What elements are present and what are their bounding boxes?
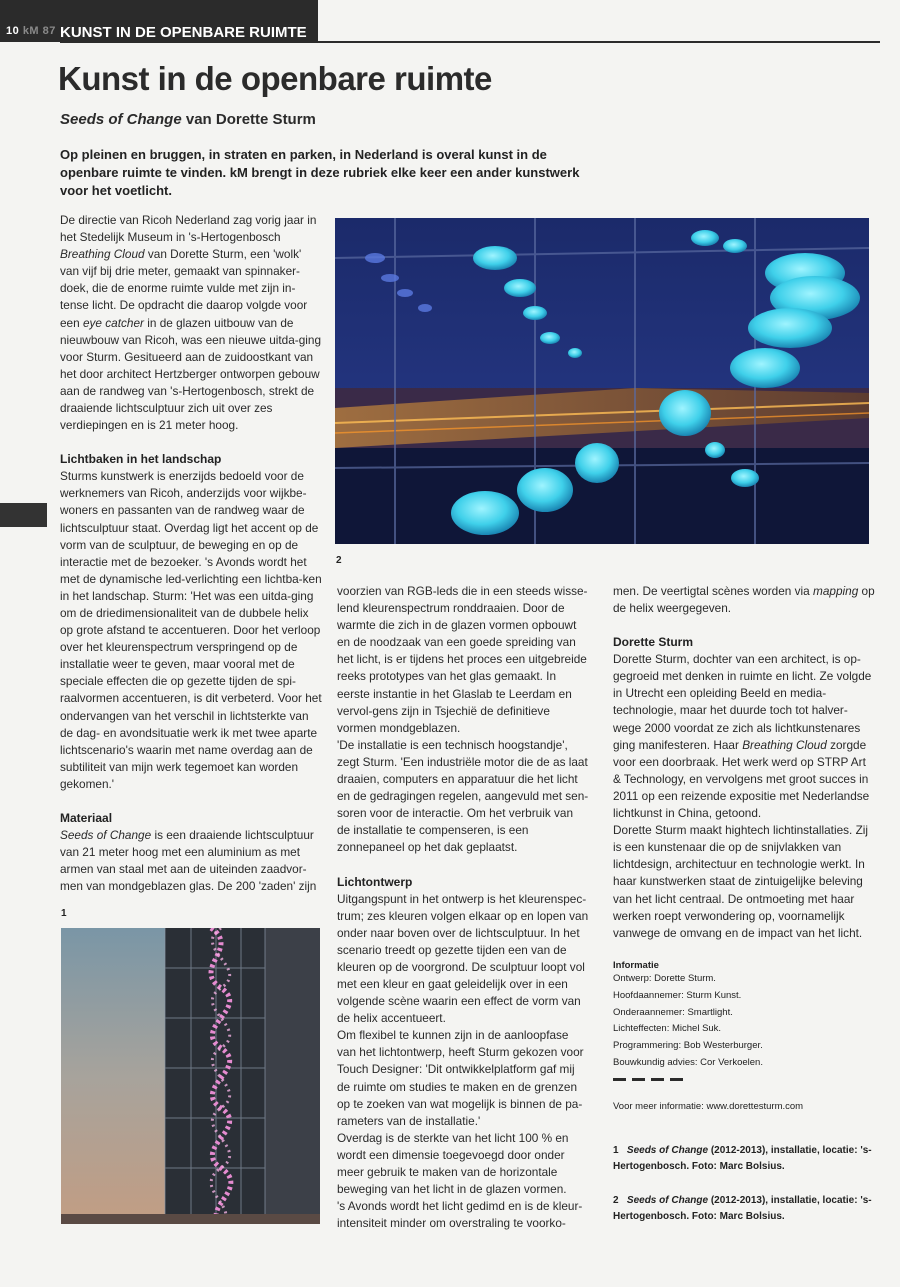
page-number: 10 kM 87 [6, 25, 56, 37]
paragraph: 'De installatie is een technisch hoogstandje', zegt Sturm. 'Een industriële motor die de as laat draaien, computers en apparatuur die het licht en de gedragingen regelen, aangevuld met sen-soren voor de interactie. Om het verbruik van de installatie te compenseren, is een zonnepaneel op het dak geplaatst. [337, 737, 589, 855]
photo-light-sculpture-night [335, 218, 869, 544]
figure-2-label: 2 [336, 555, 342, 566]
paragraph: Seeds of Change is een draaiende lichtsculptuur van 21 meter hoog met een aluminium as met armen van staal met aan de uiteinden zaadvor-men van mondgeblazen glas. De 200 'zaden' zijn [60, 828, 317, 894]
column-3 [613, 583, 875, 942]
heading-dorette-sturm: Dorette Sturm [613, 635, 694, 650]
photo-1-image [61, 928, 320, 1224]
section-title: KUNST IN DE OPENBARE RUIMTE [60, 24, 307, 41]
info-heading: Informatie [613, 960, 659, 971]
dash-divider [613, 1078, 875, 1081]
info-line: Ontwerp: Dorette Sturm. [613, 973, 716, 984]
heading-materiaal: Materiaal [60, 811, 113, 825]
paragraph: Om flexibel te kunnen zijn in de aanloopfase van het lichtontwerp, heeft Sturm gekozen voor Touch Designer: 'Dit ontwikkelplatform gaf mij de ruimte om studies te maken en de grenzen op te zoeken van wat mogelijk is binnen de pa-rameters van de installatie.' [337, 1028, 584, 1128]
caption-2: 2 Seeds of Change (2012-2013), installatie, locatie: 's-Hertogenbosch. Foto: Marc Bolsius. [613, 1195, 872, 1222]
photo-tower-dusk [61, 928, 320, 1224]
paragraph: Dorette Sturm maakt hightech lichtinstallaties. Zij is een kunstenaar die op de snijvlakken van lichtdesign, architectuur en technologie werkt. In haar kunstwerken staat de zintuigelijke beleving van het licht centraal. De ontmoeting met haar werken roept verwondering op, voornamelijk vanwege de omvang en de impact van het licht. [613, 823, 869, 940]
info-box [613, 960, 875, 1116]
info-line: Hoofdaannemer: Sturm Kunst. [613, 989, 742, 1001]
photo-2-image [335, 218, 869, 544]
paragraph: Uitgangspunt in het ontwerp is het kleurenspec-trum; zes kleuren volgen elkaar op en lopen van onder naar boven over de lichtsculptuur. In het scenario treedt op gezette tijden een van de kleuren op de voorgrond. De sculptuur loopt vol met een kleur en gaat geleidelijk over in een volgende scène waarin een effect de vorm van de helix accentueert. [337, 891, 589, 1026]
heading-lichtontwerp: Lichtontwerp [337, 874, 413, 889]
figure-1-label: 1 [61, 908, 67, 919]
paragraph: Overdag is de sterkte van het licht 100 % en wordt een dimensie toegevoegd door onder meer gebruik te maken van de horizontale beweging van het licht in de glazen vormen. [337, 1130, 569, 1197]
info-line: Onderaannemer: Smartlight. [613, 1006, 733, 1018]
info-line: Programmering: Bob Westerburger. [613, 1040, 763, 1052]
article-title: Kunst in de openbare ruimte [58, 60, 492, 97]
column-1 [60, 212, 322, 895]
header-rule [60, 41, 880, 43]
paragraph: De directie van Ricoh Nederland zag vorig jaar in het Stedelijk Museum in 's-Hertogenbosch Breathing Cloud van Dorette Sturm, een 'wolk' van vijf bij drie meter, gemaakt van spinnaker-doek, die de enorme ruimte vulde met zijn in-tense licht. De opdracht die daarop volgde voor een eye catcher in de glazen uitbouw van de nieuwbouw van Ricoh, was een nieuwe uitda-ging voor Sturm. Gesitueerd aan de zuidoostkant van het door architect Hertzberger ontworpen gebouw aan de randweg van 's-Hertogenbosch, strekt de draaiende lichtsculptuur zich uit over zes verdiepingen en is 21 meter hoog. [60, 213, 322, 433]
heading-lichtbaken: Lichtbaken in het landschap [60, 452, 222, 467]
info-line: Bouwkundig advies: Cor Verkoelen. [613, 1056, 763, 1068]
paragraph: Dorette Sturm, dochter van een architect, is op-gegroeid met denken in ruimte en licht. Ze volgde in Utrecht een opleiding Beeld en media-technologie, maar het duurde toch tot halver-wege 2000 voordat ze zich als lichtkunstenares ging manifesteren. Haar Breathing Cloud zorgde voor een doorbraak. Het werk werd op STRP Art & Technology, en vervolgens met groot succes in 2011 op een reizende expositie met Nederlandse lichtkunst in China, getoond. [613, 652, 872, 821]
paragraph: Sturms kunstwerk is enerzijds bedoeld voor de werknemers van Ricoh, anderzijds voor wijkbe-woners en passanten van de randweg waar de lichtsculptuur staat. Overdag ligt het accent op de vorm van de sculptuur, de beweging en op de interactie met de bezoeker. 's Avonds wordt het met de dynamische led-verlichting een lichtba-ken in het landschap. Sturm: 'Het was een uitda-ging om de driedimensionaliteit van de dubbele helix op grote afstand te accentueren. Door het verloop over het kleurenspectrum verspringend op de installatie weer te geven, maar vooral met de speciale effecten die op gezette tijden de spi-raalvormen accentueren, is dit verbeterd. Voor het ondervangen van het verschil in lichtsterkte van de dag- en avondsituatie werk ik met twee aparte lichtscenario's waarin met name overdag aan de subtiliteit van mijn werk tegemoet kan worden gekomen.' [60, 469, 322, 791]
magazine-name: kM 87 [22, 25, 56, 37]
article-intro: Op pleinen en bruggen, in straten en parken, in Nederland is overal kunst in de openbare ruimte te vinden. kM brengt in deze rubriek elke keer een ander kunstwerk voor het voetlicht. [60, 147, 580, 198]
info-line: Lichteffecten: Michel Suk. [613, 1023, 722, 1035]
paragraph: voorzien van RGB-leds die in een steeds wisse-lend kleurenspectrum ronddraaien. Door de warmte die zich in de glazen vormen opbouwt en de noodzaak van een goede spreiding van het licht, is er tijdens het proces een uitgebreide reeks prototypes van het glas gemaakt. In eerste instantie in het Glaslab te Leerdam en vervol-gens zijn in Tsjechië de definitieve vormen mondgeblazen. [337, 584, 588, 735]
caption-1: 1 Seeds of Change (2012-2013), installatie, locatie: 's-Hertogenbosch. Foto: Marc Bolsius. [613, 1145, 872, 1172]
article-subtitle: Seeds of Change van Dorette Sturm [60, 111, 316, 128]
paragraph: men. De veertigtal scènes worden via mapping op de helix weergegeven. [613, 584, 875, 616]
column-2 [337, 583, 589, 1232]
page-tab-marker [0, 503, 47, 527]
more-info-link: Voor meer informatie: www.dorettesturm.com [613, 1100, 804, 1112]
paragraph: 's Avonds wordt het licht gedimd en is de kleur-intensiteit minder om overstraling te voorko- [337, 1199, 583, 1231]
